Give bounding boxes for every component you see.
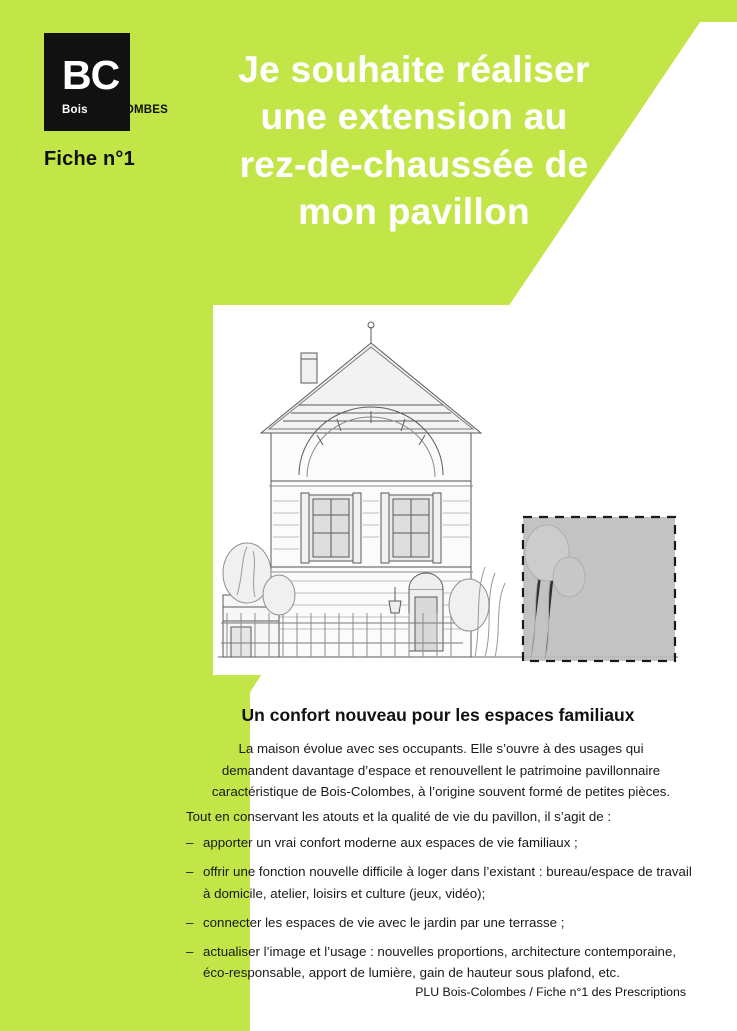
house-illustration [213, 305, 683, 675]
title-line-4: mon pavillon [298, 191, 530, 233]
extension-zone [523, 517, 675, 661]
dash-marker: – [186, 914, 194, 930]
title-line-2: une extension au [260, 96, 568, 138]
list-item [186, 832, 694, 853]
page-title [190, 46, 638, 235]
list-item [186, 861, 694, 904]
logo [44, 33, 174, 131]
list-item [186, 941, 694, 984]
intro-paragraph: La maison évolue avec ses occupants. Elle s’ouvre à des usages qui demandent davantage d’espace et renouvellent le patrimoine pavillonnaire caractéristique de Bois-Colombes, à l’origine souvent formé de petites pièces. [211, 741, 671, 800]
house-drawing-svg [213, 305, 683, 675]
dash-marker: – [186, 835, 194, 850]
list-item-text: actualiser l’image et l’usage : nouvelles proportions, architecture contemporaine, éco-responsable, apport de lumière, gain de hauteur sous plafond, etc. [203, 944, 677, 981]
footer-text: PLU Bois-Colombes / Fiche n°1 des Prescriptions [415, 985, 686, 999]
title-line-3: rez-de-chaussée de [239, 143, 589, 185]
dash-marker: – [186, 944, 194, 960]
title-line-1: Je souhaite réaliser [238, 49, 590, 90]
lead-paragraph: Tout en conservant les atouts et la qualité de vie du pavillon, il s’agit de : [186, 809, 612, 824]
logo-word-colombes: COLOMBES [100, 104, 169, 116]
bullet-list [186, 832, 694, 992]
list-item [186, 912, 694, 933]
logo-word-bois: Bois [62, 104, 88, 116]
section-subtitle: Un confort nouveau pour les espaces familiaux [241, 705, 635, 725]
fiche-number: Fiche n°1 [44, 148, 135, 170]
list-item-text: offrir une fonction nouvelle difficile à loger dans l’existant : bureau/espace de travail à domicile, atelier, loisirs et culture (jeux, vidéo); [203, 864, 692, 901]
dash-marker: – [186, 864, 194, 880]
logo-initials: BC [62, 52, 120, 98]
list-item-text: apporter un vrai confort moderne aux espaces de vie familiaux ; [203, 835, 578, 850]
list-item-text: connecter les espaces de vie avec le jardin par une terrasse ; [203, 914, 565, 930]
